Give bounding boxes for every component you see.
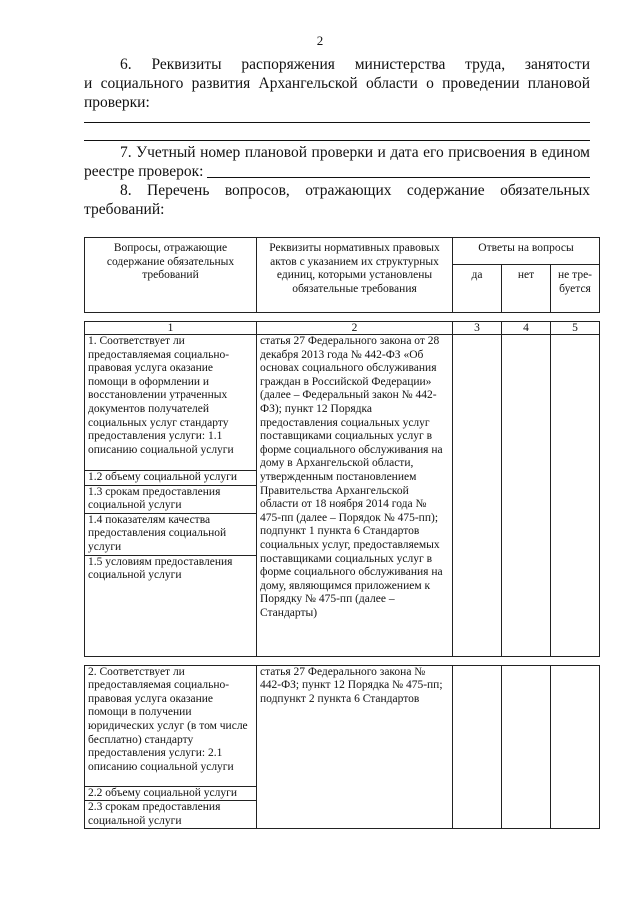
section6-number: 6.	[120, 56, 132, 73]
requisites-2: статья 27 Федерального закона № 442-ФЗ; пункт 12 Порядка № 475-пп; подпункт 2 пункта 6 Стандартов	[257, 665, 453, 829]
header-requisites: Реквизиты нормативных правовых актов с указанием их структурных единиц, которыми установлены обязательные требования	[257, 238, 453, 313]
question-2-3: 2.3 срокам предоставления социальной услуги	[85, 801, 257, 829]
registry-number-blank	[207, 162, 590, 178]
header-no: нет	[502, 265, 551, 313]
header-questions: Вопросы, отражающие содержание обязательных требований	[85, 238, 257, 313]
section6-line2: и социального развития Архангельской области о проведении плановой	[84, 75, 590, 92]
col-number-5: 5	[551, 322, 600, 335]
question-2: 2. Соответствует ли предоставляемая социально-правовая услуга оказание помощи в получении юридических услуг (в том числе бесплатно) стандарту предоставления услуги: 2.1 описанию социальной услуги	[85, 665, 257, 786]
col-number-2: 2	[257, 322, 453, 335]
question-1: 1. Соответствует ли предоставляемая социально-правовая услуга оказание помощи в оформлении и восстановлении утраченных документов получателей социальных услуг стандарту предоставления услуги: 1.1 описанию социальной услуги	[85, 335, 257, 471]
header-na-line2: буется	[559, 282, 591, 295]
answer-no-1[interactable]	[502, 335, 551, 657]
section7-text2: реестре проверок:	[84, 163, 204, 180]
header-answers: Ответы на вопросы	[453, 238, 600, 265]
header-na-line1: не тре-	[558, 269, 592, 281]
answer-yes-1[interactable]	[453, 335, 502, 657]
header-yes: да	[453, 265, 502, 313]
question-1-3: 1.3 срокам предоставления социальной услуги	[85, 485, 257, 513]
section8-line1: 8. Перечень вопросов, отражающих содержание обязательных	[120, 182, 590, 199]
fill-line-1	[84, 122, 590, 123]
group-separator	[85, 656, 600, 665]
answer-na-2[interactable]	[551, 665, 600, 829]
answer-na-1[interactable]	[551, 335, 600, 657]
col-number-3: 3	[453, 322, 502, 335]
section8-line2: требований:	[84, 201, 165, 218]
section6-line1	[84, 55, 590, 74]
answer-no-2[interactable]	[502, 665, 551, 829]
section6-text1: Реквизиты распоряжения министерства труда, занятости	[151, 56, 591, 73]
col-number-4: 4	[502, 322, 551, 335]
question-1-5: 1.5 условиям предоставления социальной услуги	[85, 555, 257, 656]
section7-line1: 7. Учетный номер плановой проверки и дата его присвоения в едином	[120, 144, 590, 161]
table-row	[85, 335, 600, 471]
requirements-table	[84, 321, 600, 829]
question-1-2: 1.2 объему социальной услуги	[85, 471, 257, 486]
table-row	[85, 665, 600, 786]
page-number: 2	[316, 33, 324, 48]
requisites-1: статья 27 Федерального закона от 28 декабря 2013 года № 442-ФЗ «Об основах социального обслуживания граждан в Российской Федерации» (далее – Федеральный закон № 442-ФЗ); пункт 12 Порядка предоставления социальных услуг поставщиками социальных услуг в форме социального обслуживания на дому в Архангельской области, утвержденным постановлением Правительства Архангельской области от 18 ноября 2014 года № 475-пп (далее – Порядок № 475-пп); подпункт 1 пункта 6 Стандартов социальных услуг, предоставляемых поставщиками социальных услуг в форме социального обслуживания на дому, являющимся приложением к Порядку № 475-пп (далее – Стандарты)	[257, 335, 453, 657]
col-number-1: 1	[85, 322, 257, 335]
question-2-2: 2.2 объему социальной услуги	[85, 786, 257, 801]
answer-yes-2[interactable]	[453, 665, 502, 829]
fill-line-2	[84, 140, 590, 141]
section6-line3: проверки:	[84, 94, 150, 111]
section7-line2	[84, 162, 590, 181]
question-1-4: 1.4 показателям качества предоставления социальной услуги	[85, 513, 257, 555]
requirements-header-table	[84, 237, 600, 313]
column-numbers-row	[85, 322, 600, 335]
header-not-required	[551, 265, 600, 313]
